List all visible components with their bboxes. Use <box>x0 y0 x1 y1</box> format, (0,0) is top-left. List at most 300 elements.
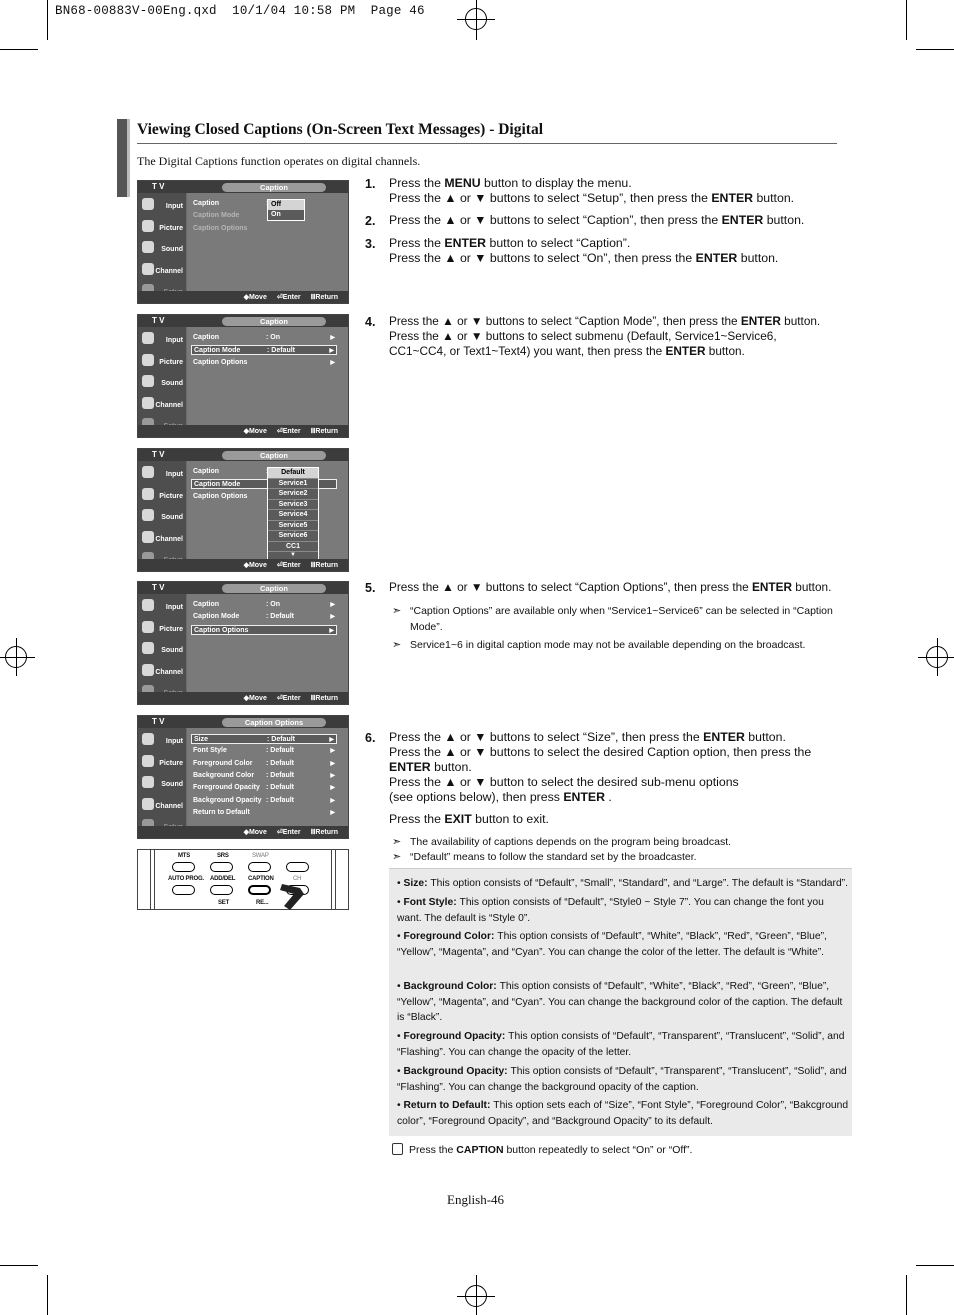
caption-option-background-opacity <box>397 1064 849 1095</box>
osd-row-value: : Default <box>267 347 295 355</box>
osd-sidebar-item-input <box>138 730 186 751</box>
step-3-text <box>389 236 839 266</box>
step-number: 6. <box>365 731 376 745</box>
osd-sidebar <box>138 728 186 826</box>
osd-menu-row <box>191 796 337 806</box>
osd-sidebar <box>138 461 186 559</box>
crop-mark <box>916 49 954 50</box>
bullet: • <box>397 1031 404 1042</box>
osd-tv-label: T V <box>152 182 165 191</box>
remote-label-mts: MTS <box>178 853 191 859</box>
osd-menu-row <box>191 211 337 221</box>
button-name: ENTER <box>711 191 754 205</box>
osd-row-value: : Default <box>266 784 294 792</box>
step-line: Press the EXIT button to exit. <box>389 812 549 826</box>
auto-prog-button <box>172 885 195 895</box>
option-description: This option consists of “Default”, “Small”, “Standard”, and “Large”. The default is “Standard”. <box>430 878 848 889</box>
crop-mark <box>916 1265 954 1266</box>
osd-hint-move: ◆Move <box>243 829 267 836</box>
osd-sidebar-label: Channel <box>155 668 183 676</box>
osd-dropdown-item: CC1 <box>268 542 318 553</box>
step-6-text <box>389 730 839 805</box>
osd-title-bar <box>138 582 348 594</box>
input-icon <box>142 599 154 611</box>
osd-dropdown-item: Service6 <box>268 531 318 542</box>
osd-hint-enter: ⏎Enter <box>276 695 301 702</box>
option-label: Foreground Color: <box>403 931 498 942</box>
osd-title-bar <box>138 449 348 461</box>
osd-row-label: Font Style <box>193 747 227 755</box>
osd-dropdown-item: Service1 <box>268 479 318 490</box>
arrow-right-icon: ▶ <box>330 335 335 341</box>
osd-hint-return: ⅢReturn <box>310 294 338 301</box>
osd-row-label: Caption Mode <box>193 212 240 220</box>
remote-edge <box>150 850 155 909</box>
osd-menu-title: Caption <box>222 317 326 326</box>
button-name: CAPTION <box>456 1144 504 1156</box>
osd-menu-row <box>191 759 337 769</box>
title-rule <box>137 143 837 144</box>
crop-mark <box>906 0 907 40</box>
arrow-right-icon: ▶ <box>330 797 335 804</box>
osd-screen-caption-mode <box>137 314 349 438</box>
swap-button <box>248 862 271 872</box>
osd-row-value: : On <box>266 601 280 608</box>
option-label: Size: <box>403 878 431 889</box>
osd-sidebar-label: Sound <box>161 246 183 253</box>
osd-sidebar-label: Picture <box>159 759 183 767</box>
osd-hint-return: ⅢReturn <box>310 428 338 435</box>
osd-menu-row <box>191 612 337 622</box>
step-line: CC1~CC4, or Text1~Text4) you want, then press the ENTER button. <box>389 344 745 358</box>
section-bar-accent <box>127 119 130 197</box>
sound-icon <box>142 776 154 788</box>
osd-sidebar-item-picture <box>138 485 186 506</box>
osd-hints <box>234 694 338 702</box>
note-arrow-icon: ➣ <box>392 836 402 848</box>
step-line: (see options below), then press ENTER . <box>389 790 612 804</box>
sound-icon <box>142 241 154 253</box>
osd-sidebar-label: Input <box>165 471 183 478</box>
button-name: ENTER <box>703 730 745 744</box>
intro-text: The Digital Captions function operates on digital channels. <box>137 154 421 168</box>
option-label: Background Opacity: <box>403 1066 511 1077</box>
arrow-right-icon: ▶ <box>330 748 335 755</box>
page-title: Viewing Closed Captions (On-Screen Text Messages) - Digital <box>137 121 544 138</box>
remote-label-add-del: ADD/DEL <box>210 876 236 882</box>
ch-up-button <box>286 862 309 872</box>
osd-menu-row <box>191 783 337 793</box>
osd-menu-row <box>191 333 337 343</box>
osd-row-label: Background Opacity <box>193 796 262 804</box>
osd-hint-move: ◆Move <box>243 695 267 702</box>
osd-row-label: Background Color <box>193 771 255 779</box>
caption-options-box <box>389 868 852 1136</box>
osd-main-panel <box>187 327 348 425</box>
registration-mark-icon <box>465 1285 487 1307</box>
step-line: Press the ▲ or ▼ buttons to select “On”, then press the ENTER button. <box>389 251 779 265</box>
osd-sidebar-item-input <box>138 195 186 216</box>
osd-main-panel <box>187 594 348 692</box>
osd-tv-label: T V <box>152 316 165 325</box>
osd-hint-return: ⅢReturn <box>310 695 338 702</box>
caption-option-foreground-opacity <box>397 1029 849 1060</box>
step-line: Press the ▲ or ▼ buttons to select “Setup”, then press the ENTER button. <box>389 191 795 205</box>
button-name: ENTER <box>444 236 487 250</box>
bullet: • <box>397 878 404 889</box>
osd-row-label: Caption Options <box>193 492 248 500</box>
step-line: Press the ▲ or ▼ buttons to select “Caption”, then press the ENTER button. <box>389 213 805 227</box>
osd-row-value: : Default <box>266 613 294 621</box>
osd-row-label: Caption Mode <box>194 347 241 355</box>
bullet: • <box>397 1066 404 1077</box>
bullet: • <box>397 897 404 908</box>
osd-hint-return: ⅢReturn <box>310 562 338 569</box>
caption-option-size <box>397 876 849 892</box>
section-bar <box>117 119 127 197</box>
print-header: BN68-00883V-00Eng.qxd 10/1/04 10:58 PM Page 46 <box>55 4 425 18</box>
step-line: Press the ▲ or ▼ button to select the desired sub-menu options <box>389 775 739 789</box>
button-name: EXIT <box>444 812 472 826</box>
osd-tv-label: T V <box>152 450 165 459</box>
arrow-right-icon: ▶ <box>330 785 335 792</box>
note-availability: ➣ The availability of captions depends on the program being broadcast. <box>392 836 732 848</box>
sound-icon <box>142 642 154 654</box>
remote-label-swap: SWAP <box>252 853 269 859</box>
osd-sidebar-item-channel <box>138 528 186 549</box>
osd-sidebar-label: Input <box>165 203 183 210</box>
osd-row-value: : On <box>266 334 280 341</box>
osd-dropdown-list <box>267 467 319 560</box>
osd-screen-caption-mode-list <box>137 448 349 572</box>
osd-sidebar-label: Sound <box>161 514 183 521</box>
sound-icon <box>142 509 154 521</box>
option-label: Foreground Opacity: <box>403 1031 509 1042</box>
osd-menu-row <box>191 199 337 209</box>
add-del-button <box>210 885 233 895</box>
osd-row-label: Caption Options <box>193 224 248 232</box>
osd-sidebar <box>138 594 186 692</box>
osd-tv-label: T V <box>152 717 165 726</box>
osd-sidebar-label: Sound <box>161 380 183 387</box>
osd-hint-enter: ⏎Enter <box>276 294 301 301</box>
registration-mark-icon <box>5 646 27 668</box>
step-line: Press the ▲ or ▼ buttons to select submenu (Default, Service1~Service6, <box>389 329 777 343</box>
input-icon <box>142 332 154 344</box>
remote-label-set: SET <box>218 900 230 906</box>
step-number: 5. <box>365 581 376 595</box>
osd-sidebar-item-channel <box>138 795 186 816</box>
sound-icon <box>142 375 154 387</box>
osd-sidebar-label: Sound <box>161 781 183 788</box>
button-name: ENTER <box>721 213 764 227</box>
osd-sidebar-label: Picture <box>159 492 183 500</box>
osd-sidebar-label: Channel <box>155 267 183 275</box>
bullet: • <box>397 1100 404 1111</box>
option-description: This option consists of “Default”, “White”, “Black”, “Red”, “Green”, “Blue”, “Yellow”, “Magenta”, and “Cyan”. You can change the color of the letter. The default is “White”. <box>397 931 827 958</box>
channel-icon <box>142 397 154 409</box>
osd-menu-row <box>191 771 337 781</box>
picture-icon <box>142 488 154 500</box>
osd-row-value: : Default <box>266 747 294 755</box>
step-1-text <box>389 176 839 206</box>
remote-label-ch: CH <box>293 876 302 882</box>
button-name: ENTER <box>752 580 792 594</box>
osd-menu-row <box>191 600 337 610</box>
option-description: This option consists of “Default”, “Transparent”, “Translucent”, “Solid”, and “Flashing”. You can change the opacity of the letter. <box>397 1031 845 1058</box>
osd-sidebar-label: Input <box>165 337 183 344</box>
step-line: Press the ▲ or ▼ buttons to select “Size”, then press the ENTER button. <box>389 730 786 744</box>
page-footer: English-46 <box>447 1192 505 1207</box>
osd-hint-return: ⅢReturn <box>310 829 338 836</box>
option-description: This option consists of “Default”, “Transparent”, “Translucent”, “Solid”, and “Flashing”. You can change the background opacity of the caption. <box>397 1066 847 1093</box>
osd-row-label: Return to Default <box>193 808 250 816</box>
picture-icon <box>142 621 154 633</box>
osd-hint-bar <box>138 291 348 303</box>
option-description: This option sets each of “Size”, “Font Style”, “Foreground Color”, “Bakcground color”, “Foreground Opacity”, and “Background Opacity” to its default. <box>397 1100 849 1127</box>
osd-row-label: Size <box>194 736 209 743</box>
osd-row-value: : Default <box>266 796 294 804</box>
crop-mark <box>906 1275 907 1315</box>
osd-sidebar-item-channel <box>138 394 186 415</box>
osd-main-panel <box>187 193 348 291</box>
registration-mark-icon <box>465 8 487 30</box>
osd-row-value: : Default <box>266 771 294 779</box>
osd-row-label: Caption Options <box>194 626 249 634</box>
osd-title-bar <box>138 315 348 327</box>
osd-sidebar-item-picture <box>138 752 186 773</box>
osd-row-label: Caption <box>193 468 220 475</box>
srs-button <box>210 862 233 872</box>
arrow-right-icon: ▶ <box>330 760 335 767</box>
osd-popup-item: On <box>271 211 281 218</box>
bullet: • <box>397 981 404 992</box>
pointing-hand-icon <box>278 880 308 912</box>
osd-sidebar <box>138 327 186 425</box>
osd-hint-move: ◆Move <box>243 428 267 435</box>
step-line: Press the ▲ or ▼ buttons to select the desired Caption option, then press the <box>389 745 812 759</box>
remote-label-reset: RE... <box>256 900 269 906</box>
osd-row-label: Foreground Opacity <box>193 784 260 792</box>
step-line: Press the ENTER button to select “Caption”. <box>389 236 631 250</box>
step-number: 1. <box>365 177 376 191</box>
step-line: Press the ▲ or ▼ buttons to select “Caption Mode”, then press the ENTER button. <box>389 314 821 328</box>
button-name: ENTER <box>563 790 605 804</box>
osd-sidebar-label: Channel <box>155 401 183 409</box>
note-default-meaning: ➣ “Default” means to follow the standard set by the broadcaster. <box>392 851 697 863</box>
osd-row-value: : Default <box>266 759 294 767</box>
osd-sidebar <box>138 193 186 291</box>
crop-mark <box>0 1265 38 1266</box>
remote-edge <box>331 850 336 909</box>
osd-row-label: Caption <box>193 601 220 608</box>
step-5-text <box>389 580 839 595</box>
osd-dropdown-item: Service5 <box>268 521 318 532</box>
caption-button <box>248 885 271 895</box>
osd-popup-item: Off <box>268 200 304 210</box>
step-4-text <box>389 314 839 359</box>
option-label: Background Color: <box>403 981 500 992</box>
osd-menu-title: Caption <box>222 451 326 460</box>
osd-hints <box>234 828 338 836</box>
osd-sidebar-item-picture <box>138 618 186 639</box>
osd-sidebar-item-input <box>138 329 186 350</box>
osd-sidebar-label: Picture <box>159 224 183 232</box>
option-label: Font Style: <box>403 897 460 908</box>
osd-screen-caption-off-on <box>137 180 349 304</box>
input-icon <box>142 733 154 745</box>
picture-icon <box>142 354 154 366</box>
arrow-right-icon: ▶ <box>330 602 335 608</box>
osd-menu-row <box>191 358 337 368</box>
note-arrow-icon: ➣ <box>392 851 402 863</box>
channel-icon <box>142 664 154 676</box>
osd-menu-title: Caption Options <box>222 718 326 727</box>
caption-option-return-to-default <box>397 1098 849 1129</box>
osd-menu-row <box>191 224 337 234</box>
osd-screen-caption-options-menu <box>137 715 349 839</box>
chevron-down-icon: ▼ <box>290 552 296 558</box>
crop-mark <box>47 1275 48 1315</box>
crop-mark <box>0 49 38 50</box>
button-name: ENTER <box>740 314 781 328</box>
osd-sidebar-item-sound <box>138 773 186 794</box>
osd-sidebar-item-sound <box>138 238 186 259</box>
osd-row-label: Caption Mode <box>193 613 240 621</box>
option-label: Return to Default: <box>403 1100 494 1111</box>
osd-sidebar-item-sound <box>138 372 186 393</box>
osd-row-label: Caption <box>193 200 220 207</box>
osd-popup-list <box>267 199 305 221</box>
osd-sidebar-item-channel <box>138 661 186 682</box>
osd-sidebar-item-picture <box>138 217 186 238</box>
osd-menu-row <box>191 345 337 355</box>
channel-icon <box>142 798 154 810</box>
osd-title-bar <box>138 181 348 193</box>
arrow-right-icon: ▶ <box>330 772 335 779</box>
osd-menu-row <box>191 746 337 756</box>
osd-row-label: Caption Mode <box>194 481 241 489</box>
osd-sidebar-item-picture <box>138 351 186 372</box>
osd-main-panel <box>187 461 348 559</box>
osd-dropdown-item: Service2 <box>268 489 318 500</box>
osd-sidebar-label: Channel <box>155 535 183 543</box>
osd-sidebar-item-channel <box>138 260 186 281</box>
osd-menu-row <box>191 625 337 635</box>
bullet: • <box>397 931 404 942</box>
osd-hint-move: ◆Move <box>243 294 267 301</box>
step-line: ENTER button. <box>389 760 472 774</box>
osd-sidebar-label: Input <box>165 738 183 745</box>
osd-screen-caption-options <box>137 581 349 705</box>
osd-sidebar-label: Input <box>165 604 183 611</box>
osd-hints <box>234 427 338 435</box>
caption-option-foreground-color <box>397 929 849 960</box>
input-icon <box>142 466 154 478</box>
arrow-right-icon: ▶ <box>330 359 335 366</box>
step-6-exit-text <box>389 812 839 827</box>
osd-title-bar <box>138 716 348 728</box>
osd-dropdown-item: Default <box>268 468 318 479</box>
remote-label-srs: SRS <box>217 853 229 859</box>
osd-hints <box>234 561 338 569</box>
osd-row-value: : Default <box>267 736 295 743</box>
arrow-right-icon: ▶ <box>329 348 334 355</box>
osd-menu-title: Caption <box>222 584 326 593</box>
osd-hint-enter: ⏎Enter <box>276 829 301 836</box>
button-name: MENU <box>444 176 481 190</box>
memo-icon <box>392 1143 403 1155</box>
step-2-text <box>389 213 839 228</box>
osd-hint-bar <box>138 559 348 571</box>
osd-row-label: Caption <box>193 334 220 341</box>
arrow-right-icon: ▶ <box>330 809 335 816</box>
step-line: Press the ▲ or ▼ buttons to select “Caption Options”, then press the ENTER button. <box>389 580 832 594</box>
osd-sidebar-label: Picture <box>159 625 183 633</box>
step-number: 4. <box>365 315 376 329</box>
input-icon <box>142 198 154 210</box>
osd-hints <box>234 293 338 301</box>
osd-sidebar-item-input <box>138 463 186 484</box>
remote-label-caption: CAPTION <box>248 876 274 882</box>
osd-row-label: Caption Options <box>193 358 248 366</box>
osd-menu-row <box>191 808 337 818</box>
osd-sidebar-label: Picture <box>159 358 183 366</box>
crop-mark <box>47 0 48 40</box>
arrow-right-icon: ▶ <box>330 614 335 621</box>
caption-option-font-style <box>397 895 849 926</box>
osd-menu-title: Caption <box>222 183 326 192</box>
button-name: ENTER <box>695 251 738 265</box>
osd-hint-enter: ⏎Enter <box>276 428 301 435</box>
option-description: This option consists of “Default”, “White”, “Black”, “Red”, “Green”, “Blue”, “Yellow”, “Magenta”, and “Cyan”. You can change the background color of the caption. The default is “Black”. <box>397 981 843 1023</box>
caption-option-background-color <box>397 979 849 1026</box>
osd-sidebar-label: Sound <box>161 647 183 654</box>
picture-icon <box>142 755 154 767</box>
note-service-availability: ➣ Service1~6 in digital caption mode may not be available depending on the broadcast. <box>392 639 806 651</box>
mts-button <box>172 862 195 872</box>
osd-hint-bar <box>138 425 348 437</box>
button-name: ENTER <box>665 344 706 358</box>
osd-main-panel <box>187 728 348 826</box>
remote-control-illustration <box>137 849 349 910</box>
arrow-right-icon: ▶ <box>329 737 334 743</box>
note-arrow-icon: ➣ <box>392 639 402 651</box>
registration-mark-icon <box>926 646 948 668</box>
step-line: Press the MENU button to display the menu. <box>389 176 632 190</box>
osd-hint-bar <box>138 826 348 838</box>
osd-sidebar-item-sound <box>138 506 186 527</box>
osd-dropdown-item: Service4 <box>268 510 318 521</box>
channel-icon <box>142 263 154 275</box>
step-number: 2. <box>365 214 376 228</box>
picture-icon <box>142 220 154 232</box>
note-arrow-icon: ➣ <box>392 605 402 617</box>
caption-button-tip: Press the CAPTION button repeatedly to select “On” or “Off”. <box>392 1143 692 1156</box>
note-caption-options-availability: ➣ “Caption Options” are available only when “Service1~Service6” can be selected in “Caption Mode”. <box>392 605 833 633</box>
osd-tv-label: T V <box>152 583 165 592</box>
osd-sidebar-item-input <box>138 596 186 617</box>
osd-dropdown-item: Service3 <box>268 500 318 511</box>
option-description: This option consists of “Default”, “Style0 ~ Style 7”. You can change the font you want. The default is “Style 0”. <box>397 897 824 924</box>
step-number: 3. <box>365 237 376 251</box>
osd-sidebar-label: Channel <box>155 802 183 810</box>
arrow-right-icon: ▶ <box>329 627 334 634</box>
osd-hint-move: ◆Move <box>243 562 267 569</box>
osd-menu-row <box>191 734 337 744</box>
osd-sidebar-item-sound <box>138 639 186 660</box>
osd-row-label: Foreground Color <box>193 759 253 767</box>
